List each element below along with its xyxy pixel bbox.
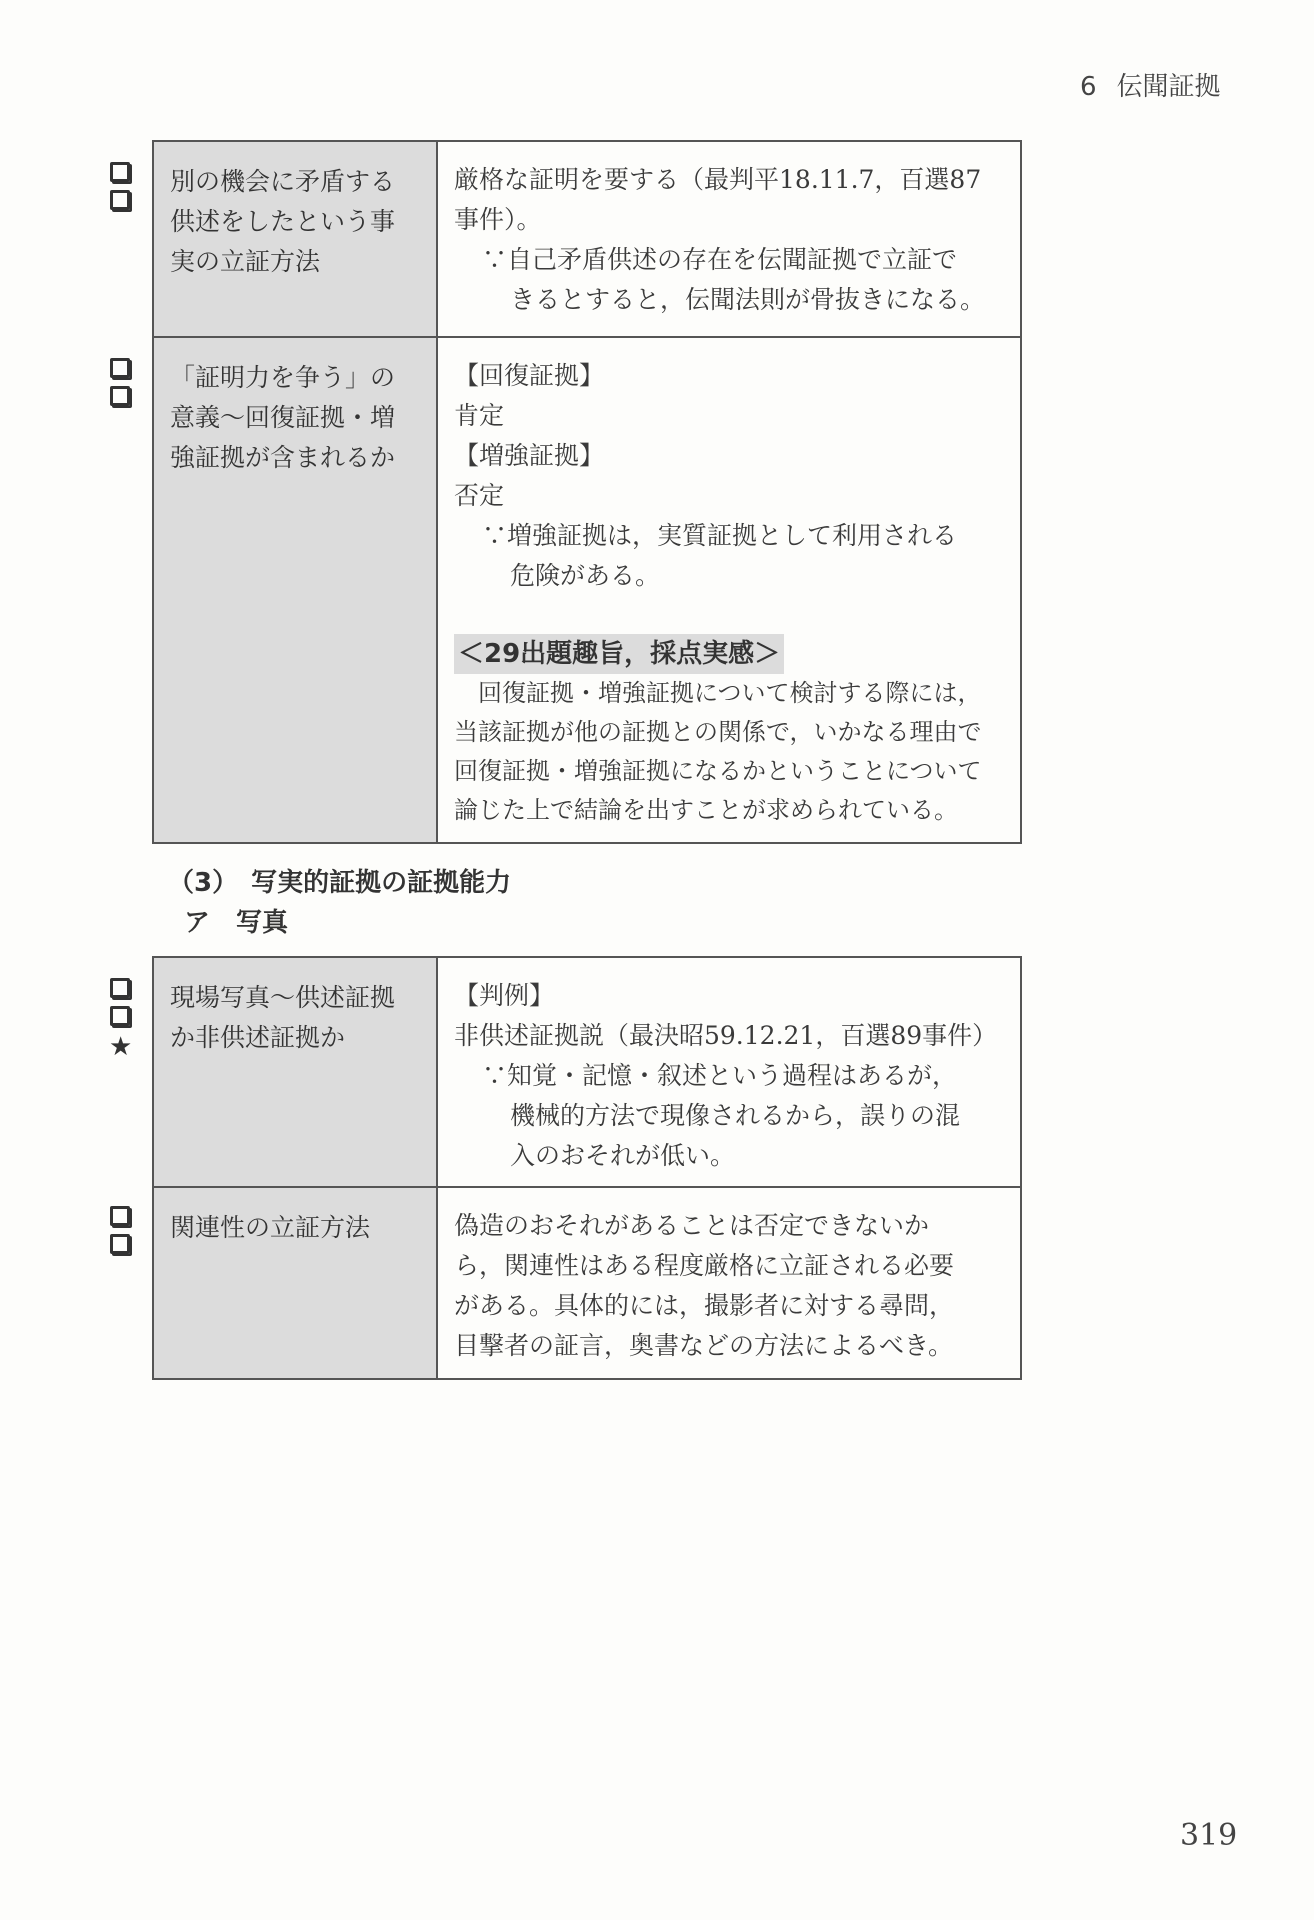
- review-checkbox[interactable]: [110, 1006, 130, 1026]
- table-row: [153, 1187, 1021, 1379]
- chapter-title: 伝聞証拠: [1116, 72, 1221, 102]
- exam-note-body: [454, 674, 1006, 830]
- question-line: 実の立証方法: [170, 247, 321, 276]
- answer-line: ∵自己矛盾供述の存在を伝聞証拠で立証で: [482, 245, 958, 274]
- running-header: [1080, 66, 1221, 103]
- page-number: 319: [1180, 1818, 1238, 1853]
- answer-line: 事件）。: [454, 205, 542, 234]
- review-checkbox[interactable]: [110, 162, 130, 182]
- note-line: 回復証拠・増強証拠になるかということについて: [454, 757, 982, 785]
- question-line: 別の機会に矛盾する: [170, 167, 396, 196]
- section-title: （3） 写実的証拠の証拠能力: [168, 868, 512, 898]
- answer-cell: [437, 1187, 1021, 1379]
- exam-note-title: ＜29出題趣旨，採点実感＞: [454, 634, 784, 674]
- answer-line: 厳格な証明を要する（最判平18.11.7，百選87: [454, 165, 982, 194]
- checkbox-group-4: [110, 1206, 134, 1262]
- table-row: [153, 957, 1021, 1187]
- answer-cell: [437, 337, 1021, 843]
- question-cell: [153, 957, 437, 1187]
- answer-line: ら，関連性はある程度厳格に立証される必要: [454, 1251, 955, 1280]
- note-line: 回復証拠・増強証拠について検討する際には，: [478, 679, 982, 707]
- review-checkbox[interactable]: [110, 1234, 130, 1254]
- answer-line: 危険がある。: [510, 561, 661, 590]
- question-line: 現場写真～供述証拠: [170, 983, 396, 1012]
- checkbox-group-3: [110, 978, 134, 1060]
- note-line: 論じた上で結論を出すことが求められている。: [454, 796, 958, 824]
- table-row: [153, 141, 1021, 337]
- answer-line: がある。具体的には，撮影者に対する尋問，: [454, 1291, 955, 1320]
- answer-cell: [437, 141, 1021, 337]
- table-row: [153, 337, 1021, 843]
- review-checkbox[interactable]: [110, 190, 130, 210]
- note-line: 当該証拠が他の証拠との関係で，いかなる理由で: [454, 718, 982, 746]
- answer-line: きるとすると，伝聞法則が骨抜きになる。: [510, 285, 986, 314]
- answer-line: 肯定: [454, 401, 505, 430]
- checkbox-group-1: [110, 162, 134, 218]
- checkbox-group-2: [110, 358, 134, 414]
- answer-line: 【判例】: [454, 981, 555, 1010]
- review-checkbox[interactable]: [110, 386, 130, 406]
- answer-line: 【増強証拠】: [454, 441, 605, 470]
- answer-line: 否定: [454, 481, 505, 510]
- summary-table-2: [152, 956, 1022, 1380]
- subsection-title: ア 写真: [184, 908, 289, 938]
- summary-table-1: [152, 140, 1022, 844]
- question-line: か非供述証拠か: [170, 1023, 346, 1052]
- answer-line: 【回復証拠】: [454, 361, 605, 390]
- chapter-number: 6: [1080, 72, 1097, 102]
- review-checkbox[interactable]: [110, 978, 130, 998]
- answer-line: 機械的方法で現像されるから，誤りの混: [510, 1101, 961, 1130]
- answer-line: 偽造のおそれがあることは否定できないか: [454, 1211, 930, 1240]
- review-checkbox[interactable]: [110, 358, 130, 378]
- question-cell: [153, 337, 437, 843]
- question-line: 関連性の立証方法: [170, 1213, 371, 1242]
- review-checkbox[interactable]: [110, 1206, 130, 1226]
- question-line: 「証明力を争う」の: [170, 363, 396, 392]
- question-cell: [153, 1187, 437, 1379]
- answer-line: ∵増強証拠は，実質証拠として利用される: [482, 521, 958, 550]
- question-line: 強証拠が含まれるか: [170, 443, 396, 472]
- question-cell: [153, 141, 437, 337]
- answer-cell: [437, 957, 1021, 1187]
- star-icon: ★: [109, 1032, 133, 1062]
- answer-line: ∵知覚・記憶・叙述という過程はあるが，: [482, 1061, 958, 1090]
- answer-line: 目撃者の証言，奥書などの方法によるべき。: [454, 1331, 954, 1360]
- question-line: 供述をしたという事: [170, 207, 396, 236]
- answer-line: 入のおそれが低い。: [510, 1141, 736, 1170]
- answer-line: 非供述証拠説（最決昭59.12.21，百選89事件）: [454, 1021, 998, 1050]
- question-line: 意義～回復証拠・増: [170, 403, 396, 432]
